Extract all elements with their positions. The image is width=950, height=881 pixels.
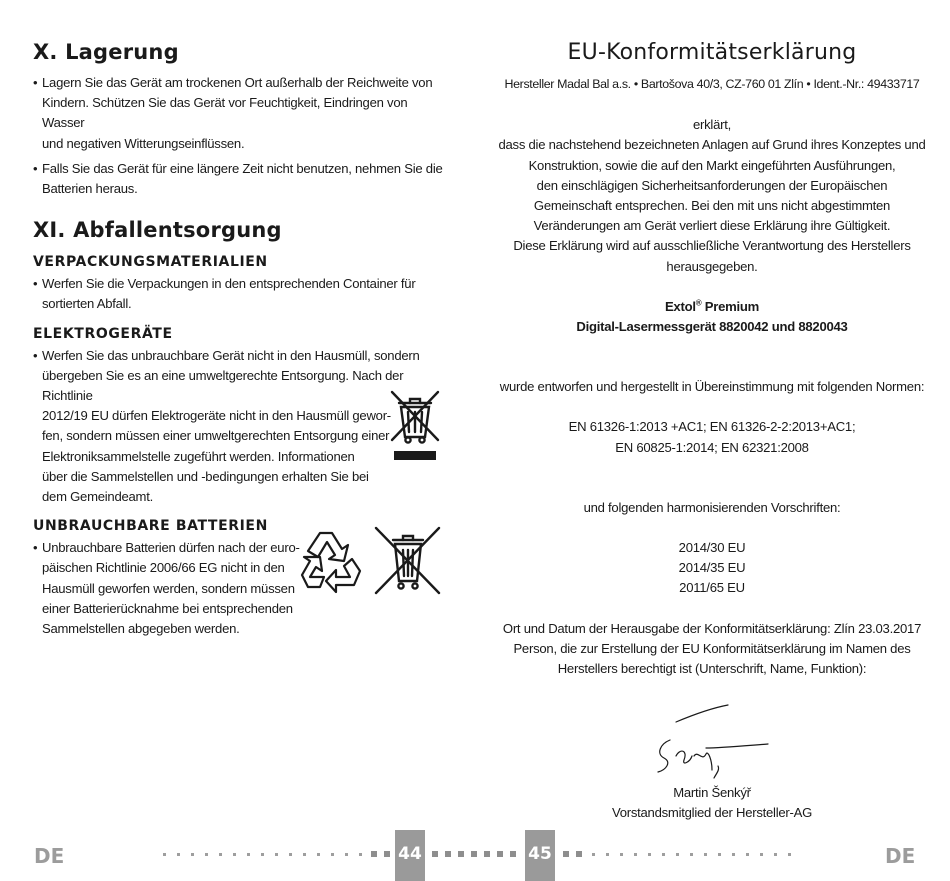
text-line: Elektroniksammelstelle zugeführt werden. Informationen	[42, 448, 355, 464]
text-line: fen, sondern müssen einer umweltgerechten Entsorgung einer	[42, 428, 390, 444]
storage-bullet-2: • Falls Sie das Gerät für eine längere Zeit nicht benutzen, nehmen Sie die Batterien heraus.	[33, 159, 443, 199]
text-line: Lagern Sie das Gerät am trockenen Ort außerhalb der Reichweite von	[42, 75, 433, 90]
text-line: päischen Richtlinie 2006/66 EG nicht in den	[42, 560, 285, 576]
manufacturer-line: Hersteller Madal Bal a.s. • Bartošova 40/3, CZ-760 01 Zlín • Ident.-Nr.: 49433717	[504, 77, 920, 91]
text-line: sortierten Abfall.	[42, 296, 132, 312]
place-date: Ort und Datum der Herausgabe der Konformitätserklärung: Zlín 23.03.2017	[502, 620, 922, 636]
text-line: Hausmüll geworfen werden, sondern müssen	[42, 580, 295, 596]
disposal-heading: XI. Abfallentsorgung	[33, 218, 282, 243]
electric-bullet: • Werfen Sie das unbrauchbare Gerät nicht in den Hausmüll, sondern übergeben Sie es an eine umweltgerechte Entsorgung. Nach der Richtlinie 2012/19 EU dürfen Elektrogeräte nicht in den Hausmüll gewor- fen, sondern müssen einer umweltgerechten Entsorgung einer Elektroniksammelstelle zugeführt werden. Informationen über die Sammelstellen und -bedingungen erhalten Sie bei dem Gemeindeamt.	[33, 346, 443, 508]
text-line: dem Gemeindeamt.	[42, 489, 153, 505]
text-line: Kindern. Schützen Sie das Gerät vor Feuchtigkeit, Eindringen von Wasser	[42, 95, 408, 131]
packaging-bullet: • Werfen Sie die Verpackungen in den entsprechenden Container für sortierten Abfall.	[33, 274, 443, 314]
text-line: Unbrauchbare Batterien dürfen nach der euro-	[42, 540, 300, 556]
text-line: Gemeinschaft entsprechen. Bei den mit uns nicht abgestimmten	[533, 198, 891, 214]
text-line: dass die nachstehend bezeichneten Anlagen auf Grund ihres Konzeptes und	[498, 137, 926, 153]
signer-role: Vorstandsmitglied der Hersteller-AG	[611, 805, 813, 821]
signer-name: Martin Šenkýř	[673, 785, 751, 801]
text-line: 2012/19 EU dürfen Elektrogeräte nicht in den Hausmüll gewor-	[42, 408, 391, 424]
page-number-left: 44	[395, 830, 425, 881]
crossed-bin-icon	[388, 388, 442, 464]
norm-line: EN 61326-1:2013 +AC1; EN 61326-2-2:2013+AC1;	[568, 419, 856, 435]
text-line: Batterien heraus.	[42, 181, 138, 197]
conformity-heading: EU-Konformitätserklärung	[567, 40, 857, 65]
text-line: Diese Erklärung wird auf ausschließliche Verantwortung des Herstellers	[513, 238, 911, 254]
page-number-right: 45	[525, 830, 555, 881]
storage-heading: X. Lagerung	[33, 40, 179, 64]
text-line: einer Batterierücknahme bei entsprechenden	[42, 600, 293, 616]
batteries-title: UNBRAUCHBARE BATTERIEN	[33, 518, 268, 535]
directive-line: 2014/35 EU	[678, 560, 746, 576]
text-line: herausgegeben.	[666, 258, 758, 274]
text-line: Falls Sie das Gerät für eine längere Zeit nicht benutzen, nehmen Sie die	[42, 160, 443, 176]
electric-title: ELEKTROGERÄTE	[33, 325, 173, 342]
text-line: erklärt,	[692, 117, 732, 133]
text-line: Person, die zur Erstellung der EU Konformitätserklärung im Namen des	[513, 640, 911, 656]
storage-bullet-1: • Lagern Sie das Gerät am trockenen Ort außerhalb der Reichweite von Kindern. Schützen Sie das Gerät vor Feuchtigkeit, Eindringen von Wasser und negativen Witterungseinflüssen.	[33, 73, 443, 154]
text-line: Sammelstellen abgegeben werden.	[42, 621, 240, 637]
text-line: übergeben Sie es an eine umweltgerechte Entsorgung. Nach der Richtlinie	[42, 367, 404, 404]
text-line: Herstellers berechtigt ist (Unterschrift, Name, Funktion):	[557, 661, 867, 677]
directive-line: 2014/30 EU	[678, 540, 746, 556]
norms-intro: wurde entworfen und hergestellt in Übereinstimmung mit folgenden Normen:	[499, 379, 925, 395]
product-model: Digital-Lasermessgerät 8820042 und 8820043	[576, 319, 848, 335]
language-label-right: DE	[885, 844, 916, 868]
page-footer	[0, 830, 950, 881]
text-line: den einschlägigen Sicherheitsanforderungen der Europäischen	[536, 177, 888, 193]
batteries-bullet: • Unbrauchbare Batterien dürfen nach der euro- päischen Richtlinie 2006/66 EG nicht in den Hausmüll geworfen werden, sondern müssen einer Batterierücknahme bei entsprechenden Sammelstellen abgegeben werden.	[33, 538, 443, 639]
language-label-left: DE	[34, 844, 65, 868]
recycle-icon	[298, 525, 372, 595]
product-brand: Extol® Premium	[664, 298, 760, 314]
text-line: und negativen Witterungseinflüssen.	[42, 135, 245, 151]
text-line: Konstruktion, sowie die auf den Markt eingeführten Ausführungen,	[528, 157, 896, 173]
text-line: Werfen Sie die Verpackungen in den entsprechenden Container für	[42, 276, 416, 292]
directives-intro: und folgenden harmonisierenden Vorschriften:	[583, 499, 841, 515]
packaging-title: VERPACKUNGSMATERIALIEN	[33, 254, 268, 271]
directive-line: 2011/65 EU	[679, 580, 745, 596]
norm-line: EN 60825-1:2014; EN 62321:2008	[615, 439, 809, 455]
signature-image	[650, 700, 780, 785]
text-line: Veränderungen am Gerät verliert diese Erklärung ihre Gültigkeit.	[533, 218, 891, 234]
text-line: über die Sammelstellen und -bedingungen erhalten Sie bei	[42, 468, 369, 484]
text-line: Werfen Sie das unbrauchbare Gerät nicht in den Hausmüll, sondern	[42, 347, 420, 363]
crossed-battery-bin-icon	[373, 525, 443, 597]
